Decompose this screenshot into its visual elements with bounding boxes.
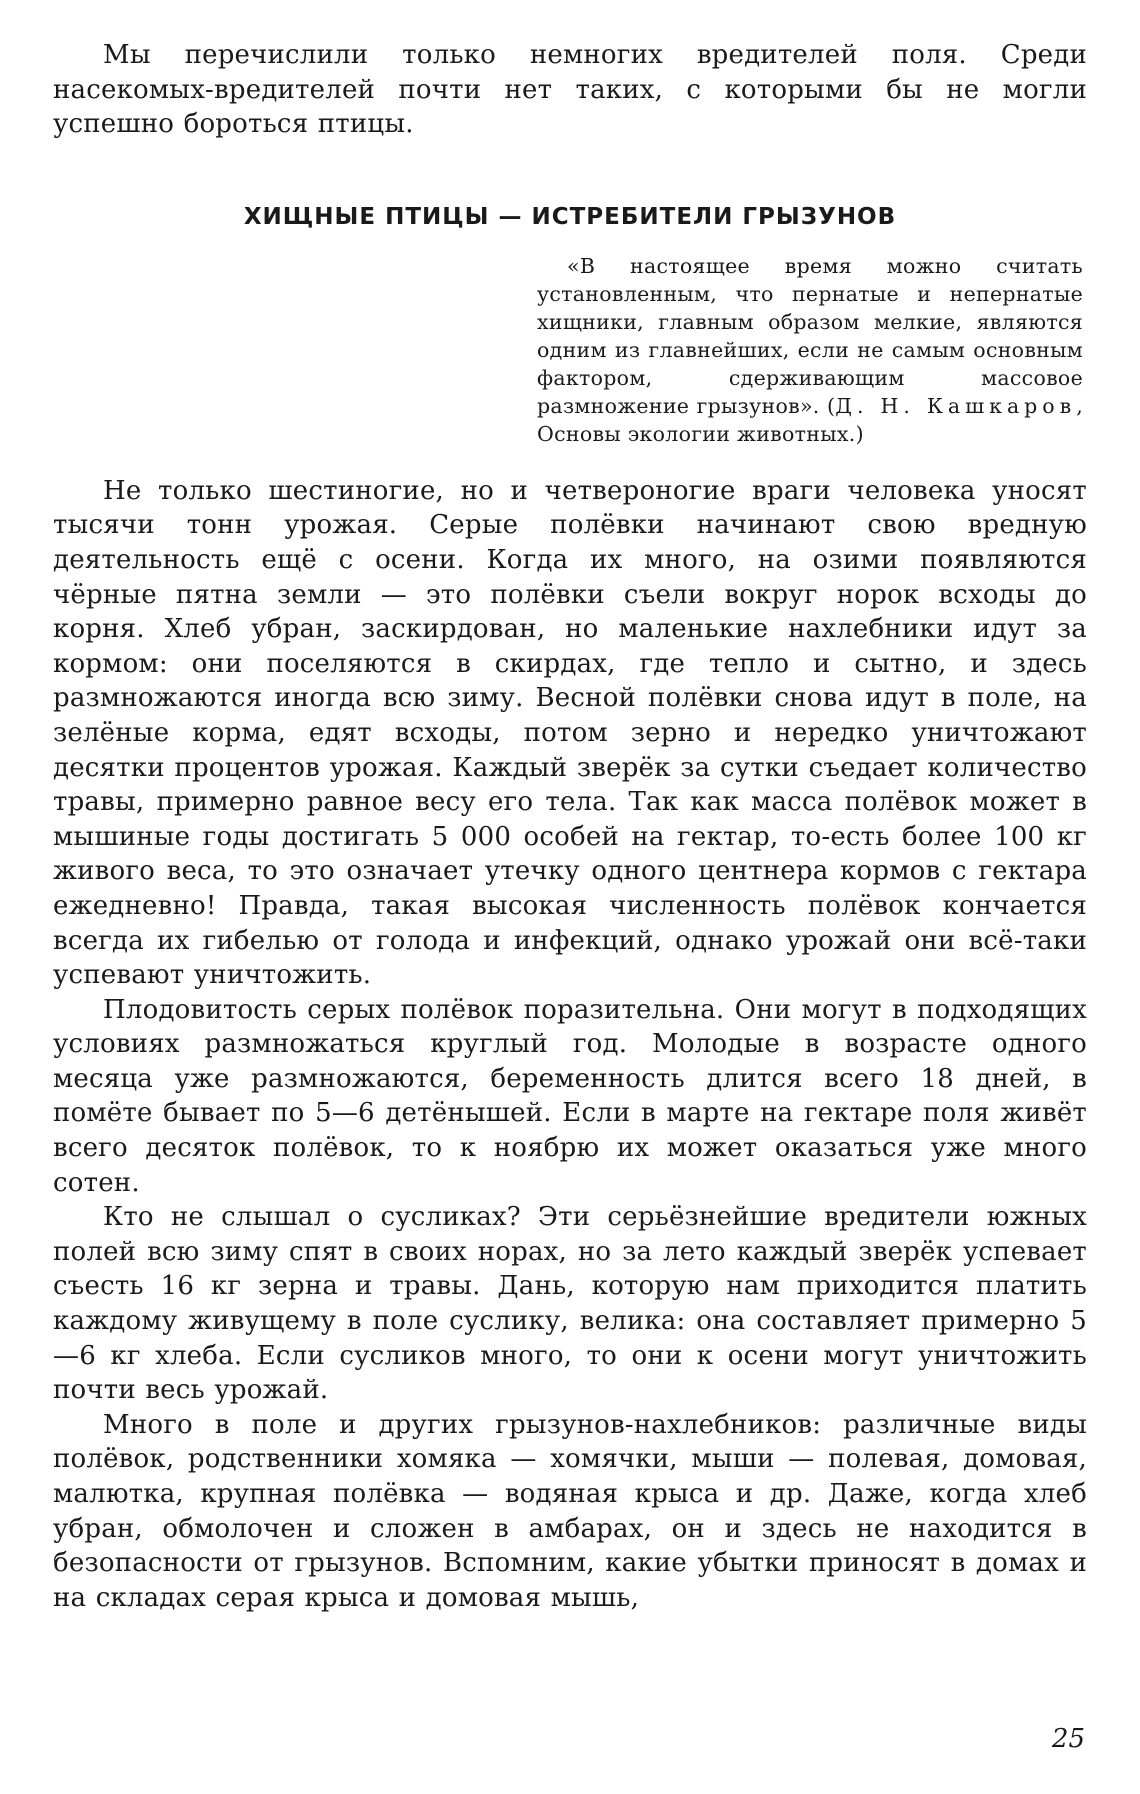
- epigraph-source: Основы экологии животных.: [537, 421, 856, 446]
- epigraph: [537, 252, 1083, 448]
- page-number: 25: [1051, 1724, 1085, 1754]
- epigraph-quote-text: «В настоящее время можно считать установленным, что пернатые и непернатые хищники, главным образом мелкие, являются одним из главнейших, если не самым основным фактором, сдерживающим массовое размножение грызунов».: [537, 253, 1083, 418]
- paragraph-fertility: Плодовитость серых полёвок поразительна. Они могут в подходящих условиях размножаться круглый год. Молодые в возрасте одного месяца уже размножаются, беременность длится всего 18 дней, в помёте бывает по 5—6 детёнышей. Если в марте на гектаре поля живёт всего десяток полёвок, то к ноябрю их может оказаться уже много сотен.: [53, 994, 1087, 1198]
- body-text: [53, 474, 1087, 1616]
- paragraph-gophers: Кто не слышал о сусликах? Эти серьёзнейшие вредители южных полей всю зиму спят в своих норах, но за лето каждый зверёк успевает съесть 16 кг зерна и травы. Дань, которую нам приходится платить каждому живущему в поле суслику, велика: она составляет примерно 5—6 кг хлеба. Если сусликов много, то они к осени могут уничтожить почти весь урожай.: [53, 1202, 1087, 1406]
- book-page: [53, 38, 1087, 1615]
- epigraph-author: Д. Н. Кашкаров: [835, 393, 1077, 418]
- paragraph-rodents: Много в поле и других грызунов-нахлебников: различные виды полёвок, родственники хомяка — хомячки, мыши — полевая, домовая, малютка, крупная полёвка — водяная крыса и др. Даже, когда хлеб убран, обмолочен и сложен в амбарах, он и здесь не находится в безопасности от грызунов. Вспомним, какие убытки приносят в домах и на складах серая крыса и домовая мышь,: [53, 1409, 1087, 1613]
- intro-paragraph: Мы перечислили только немногих вредителей поля. Среди насекомых-вредителей почти нет таких, с которыми бы не могли успешно бороться птицы.: [53, 40, 1087, 140]
- paragraph-voles: Не только шестиногие, но и четвероногие враги человека уносят тысячи тонн урожая. Серые полёвки начинают свою вредную деятельность ещё с осени. Когда их много, на озими появляются чёрные пятна земли — это полёвки съели вокруг норок всходы до корня. Хлеб убран, заскирдован, но маленькие нахлебники идут за кормом: они поселяются в скирдах, где тепло и сытно, и здесь размножаются иногда всю зиму. Весной полёвки снова идут в поле, на зелёные корма, едят всходы, потом зерно и нередко уничтожают десятки процентов урожая. Каждый зверёк за сутки съедает количество травы, примерно равное весу его тела. Так как масса полёвок может в мышиные годы достигать 5 000 особей на гектар, то-есть более 100 кг живого веса, то это означает утечку одного центнера кормов с гектара ежедневно! Правда, такая высокая численность полёвок кончается всегда их гибелью от голода и инфекций, однако урожай они всё-таки успевают уничтожить.: [53, 475, 1087, 991]
- section-heading: ХИЩНЫЕ ПТИЦЫ — ИСТРЕБИТЕЛИ ГРЫЗУНОВ: [243, 203, 897, 230]
- epigraph-quote: «В настоящее время можно считать установленным, что пернатые и непернатые хищники, главным образом мелкие, являются одним из главнейших, если не самым основным фактором, сдерживающим массовое размножение грызунов». (Д. Н. Кашкаров, Основы экологии животных.): [537, 253, 1084, 446]
